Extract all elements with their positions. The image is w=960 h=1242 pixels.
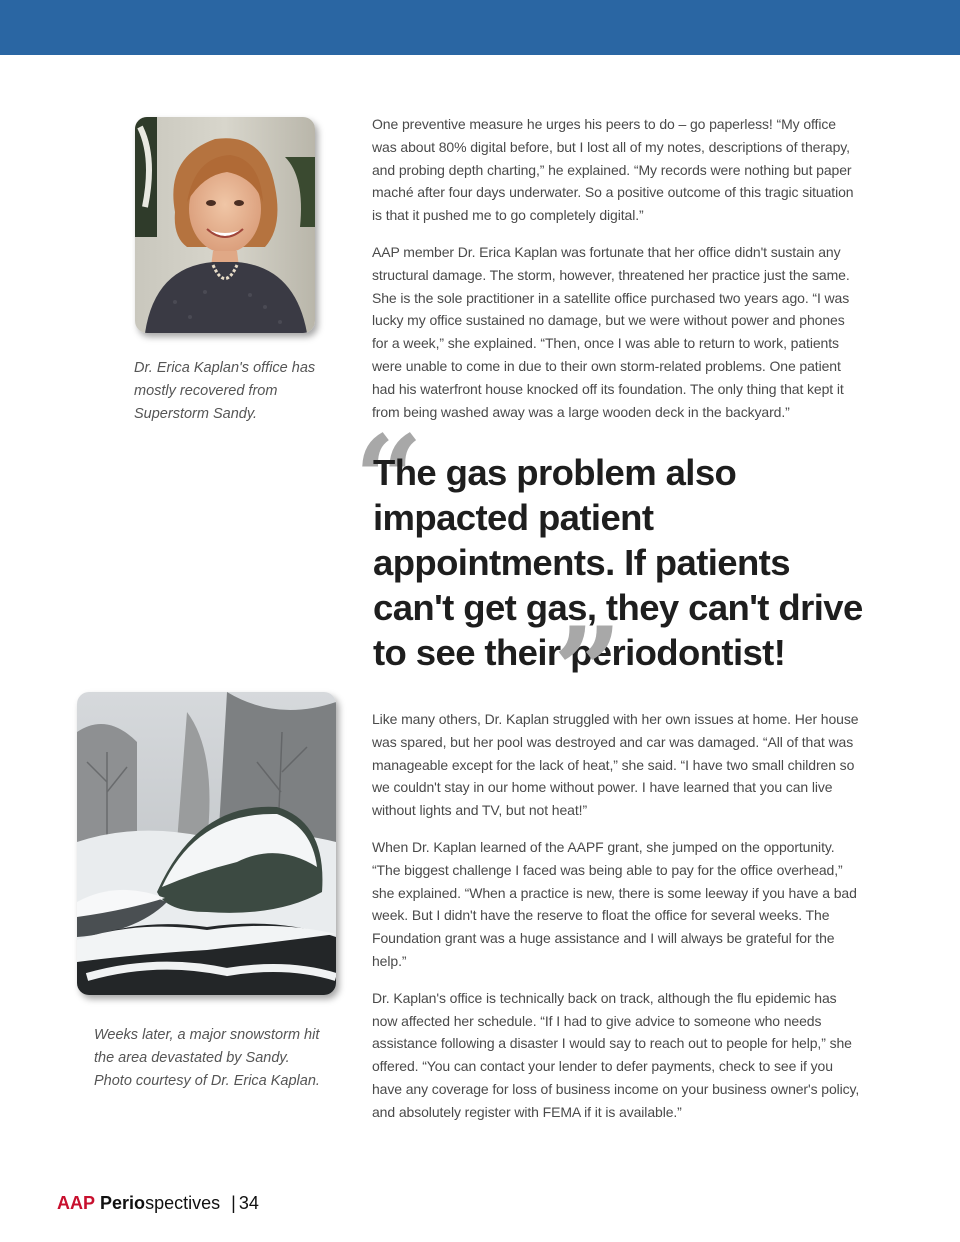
snow-photo	[77, 692, 336, 995]
article-column-top	[372, 113, 862, 437]
pull-quote: The gas problem also impacted patient appointments. If patients can't get gas, they can't drive to see their periodontist!	[373, 452, 863, 673]
footer-title-bold: Perio	[100, 1193, 146, 1213]
woman-portrait-photo-icon	[135, 117, 315, 333]
paragraph: Like many others, Dr. Kaplan struggled with her own issues at home. Her house was spared, but her pool was destroyed and car was damaged. “All of that was manageable except for the lack of heat,” she said. “I have two small children so we couldn't stay in our home without power. I have learned that you can live without lights and TV, but not heat!”	[372, 711, 859, 819]
paragraph: Dr. Kaplan's office is technically back on track, although the flu epidemic has now affected her schedule. “If I had to give advice to someone who needs assistance following a disaster I would say to reach out to people for help,” she offered. “You can contact your lender to defer payments, check to see if you have any coverage for loss of business income on your business owner's policy, and absolutely register with FEMA if it is available.”	[372, 989, 860, 1120]
snow-caption: Weeks later, a major snowstorm hit the area devastated by Sandy. Photo courtesy of Dr. Erica Kaplan.	[94, 1027, 320, 1089]
portrait-photo	[135, 117, 315, 333]
footer-separator: |	[231, 1193, 236, 1213]
portrait-caption: Dr. Erica Kaplan's office has mostly recovered from Superstorm Sandy.	[134, 360, 316, 422]
footer-title-regular: spectives	[145, 1193, 221, 1213]
footer-brand: AAP	[57, 1193, 96, 1213]
paragraph: When Dr. Kaplan learned of the AAPF grant, she jumped on the opportunity. “The biggest challenge I faced was being able to pay for the office overhead,” she explained. “When a practice is new, there is some leeway if you have a bad week. But I didn't have the reserve to float the office for several weeks. The Foundation grant was a huge assistance and I will always be grateful for the help.”	[372, 838, 857, 969]
paragraph: One preventive measure he urges his peers to do – go paperless! “My office was about 80% digital before, but I lost all of my notes, descriptions of therapy, and probing depth charting,” he explained. “My records were nothing but paper maché after four days underwater. So a positive outcome of this tragic situation is that it pushed me to go completely digital.”	[372, 116, 854, 224]
close-quote-icon: ”	[553, 601, 623, 742]
header-band	[0, 0, 960, 55]
page-number: 34	[238, 1193, 259, 1213]
open-quote-icon: “	[354, 409, 424, 550]
page-footer	[57, 1190, 259, 1216]
article-column-bottom	[372, 708, 862, 1138]
snow-covered-yard-photo-icon	[77, 692, 336, 995]
paragraph: AAP member Dr. Erica Kaplan was fortunate that her office didn't sustain any structural damage. The storm, however, threatened her practice just the same. She is the sole practitioner in a satellite office purchased two years ago. “I was lucky my office sustained no damage, but we were without power and phones for a week,” she explained. “Then, once I was able to return to work, patients were unable to come in due to their own storm-related problems. One patient had his waterfront house knocked off its foundation. The only thing that kept it from being washed away was a large wooden deck in the backyard.”	[372, 243, 850, 420]
